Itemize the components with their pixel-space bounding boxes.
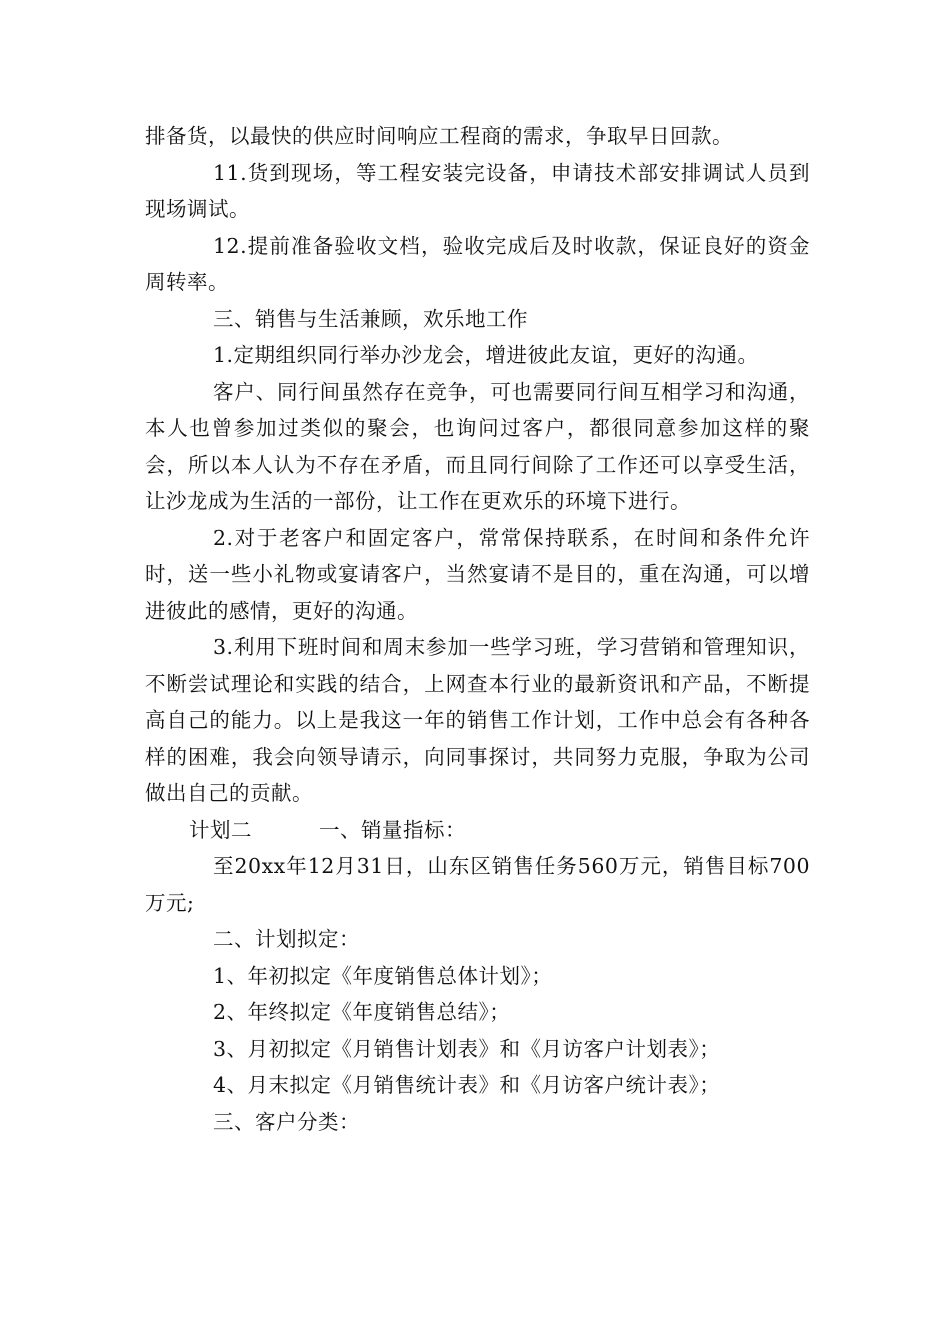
paragraph: 排备货，以最快的供应时间响应工程商的需求，争取早日回款。 [145,124,733,148]
paragraph: 3.利用下班时间和周末参加一些学习班，学习营销和管理知识，不断尝试理论和实践的结合，上网查本行业的最新资讯和产品，不断提高自己的能力。以上是我这一年的销售工作计划，工作中总会有各种各样的困难，我会向领导请示，向同事探讨，共同努力克服，争取为公司做出自己的贡献。 [145,635,810,805]
list-item: 3、月初拟定《月销售计划表》和《月访客户计划表》； [213,1036,721,1061]
section-heading: 三、客户分类： [213,1109,360,1134]
paragraph: 至20xx年12月31日，山东区销售任务560万元，销售目标700万元; [145,854,810,915]
paragraph: 12.提前准备验收文档，验收完成后及时收款，保证良好的资金周转率。 [145,233,810,294]
section-heading: 三、销售与生活兼顾，欢乐地工作 [213,306,528,331]
plan-section-heading: 一、销量指标： [319,817,466,842]
list-item: 1、年初拟定《年度销售总体计划》； [213,963,553,988]
paragraph: 11.货到现场，等工程安装完设备，申请技术部安排调试人员到现场调试。 [145,160,810,221]
paragraph: 1.定期组织同行举办沙龙会，增进彼此友谊，更好的沟通。 [213,343,759,367]
paragraph: 客户、同行间虽然存在竞争，可也需要同行间互相学习和沟通，本人也曾参加过类似的聚会，也询问过客户，都很同意参加这样的聚会，所以本人认为不存在矛盾，而且同行间除了工作还可以享受生活，让沙龙成为生活的一部份，让工作在更欢乐的环境下进行。 [145,379,810,513]
document-body [145,118,810,1140]
plan-label: 计划二 [189,817,252,842]
plan-heading-line [145,812,810,849]
section-heading: 二、计划拟定： [213,927,360,951]
list-item: 4、月末拟定《月销售统计表》和《月访客户统计表》； [213,1073,721,1097]
list-item: 2、年终拟定《年度销售总结》； [213,1000,511,1024]
paragraph: 2.对于老客户和固定客户，常常保持联系，在时间和条件允许时，送一些小礼物或宴请客户，当然宴请不是目的，重在沟通，可以增进彼此的感情，更好的沟通。 [145,525,810,623]
